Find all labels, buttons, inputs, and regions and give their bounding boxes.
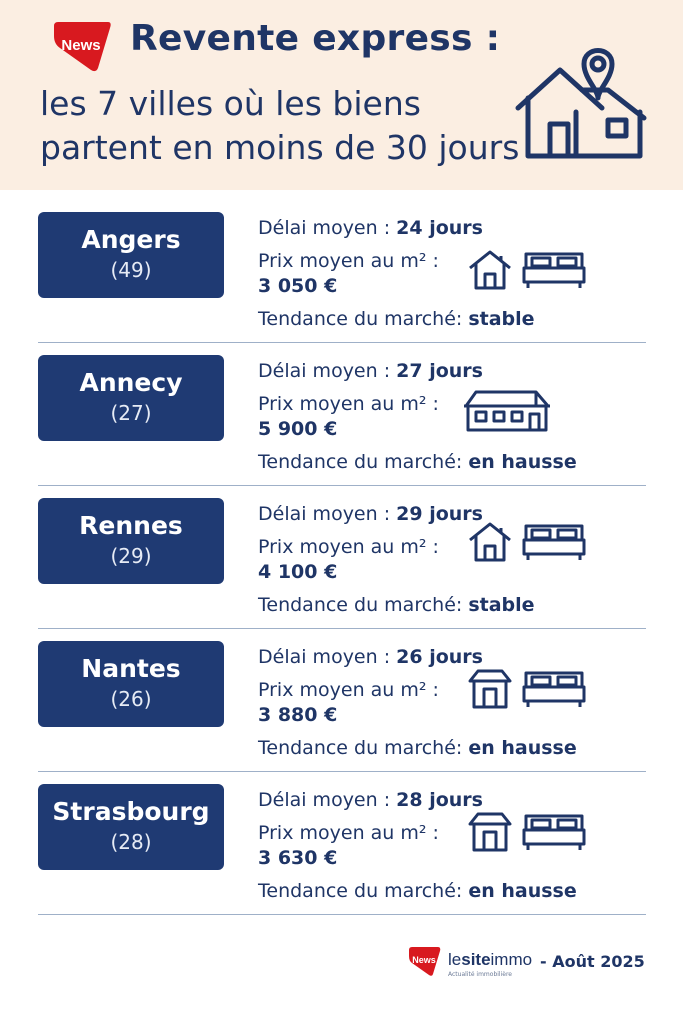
delay-value: 29 jours xyxy=(396,503,483,525)
city-name: Angers xyxy=(81,225,181,254)
delay-value: 27 jours xyxy=(396,360,483,382)
row-icons xyxy=(468,810,588,852)
row-icons xyxy=(468,248,588,290)
price-label: Prix moyen au m² : xyxy=(258,536,439,558)
price-value: 5 900 € xyxy=(258,418,338,440)
page-title: Revente express : xyxy=(130,18,501,59)
bed-icon xyxy=(524,526,584,560)
header-banner xyxy=(0,0,683,190)
trend-label: Tendance du marché: xyxy=(258,880,469,902)
building-icon xyxy=(470,671,510,707)
row-icons xyxy=(468,520,588,562)
price-label: Prix moyen au m² : xyxy=(258,250,439,272)
city-code: (49) xyxy=(110,258,152,282)
row-icons xyxy=(462,388,552,434)
building-icon xyxy=(470,814,510,850)
city-code: (26) xyxy=(110,687,152,711)
delay-label: Délai moyen : xyxy=(258,646,397,668)
news-badge-icon xyxy=(52,18,114,74)
brand-le: le xyxy=(448,950,462,969)
house-icon xyxy=(470,524,510,560)
city-card xyxy=(38,355,224,441)
delay-label: Délai moyen : xyxy=(258,360,397,382)
list-item-annecy xyxy=(0,333,683,476)
trend-value: en hausse xyxy=(468,737,577,759)
city-card xyxy=(38,498,224,584)
subtitle-line-2: partent en moins de 30 jours xyxy=(40,128,520,167)
news-badge-label: News xyxy=(61,37,101,54)
city-code: (28) xyxy=(110,830,152,854)
trend-label: Tendance du marché: xyxy=(258,308,469,330)
city-card xyxy=(38,641,224,727)
price-label: Prix moyen au m² : xyxy=(258,822,439,844)
city-card xyxy=(38,784,224,870)
list-item-angers xyxy=(0,190,683,333)
price-value: 3 630 € xyxy=(258,847,338,869)
city-code: (27) xyxy=(110,401,152,425)
list-item-rennes xyxy=(0,476,683,619)
bed-icon xyxy=(524,254,584,288)
delay-value: 26 jours xyxy=(396,646,483,668)
brand-immo: immo xyxy=(490,950,533,969)
trend-label: Tendance du marché: xyxy=(258,737,469,759)
price-value: 3 880 € xyxy=(258,704,338,726)
city-code: (29) xyxy=(110,544,152,568)
trend-value: stable xyxy=(468,308,535,330)
list-item-nantes xyxy=(0,619,683,762)
news-logo-icon xyxy=(408,944,442,978)
price-value: 3 050 € xyxy=(258,275,338,297)
footer xyxy=(408,944,658,980)
delay-label: Délai moyen : xyxy=(258,789,397,811)
delay-value: 28 jours xyxy=(396,789,483,811)
row-icons xyxy=(468,667,588,709)
trend-value: en hausse xyxy=(468,451,577,473)
delay-value: 24 jours xyxy=(396,217,483,239)
bed-icon xyxy=(524,816,584,850)
trend-value: stable xyxy=(468,594,535,616)
trend-label: Tendance du marché: xyxy=(258,594,469,616)
brand-name xyxy=(448,950,532,970)
bed-icon xyxy=(524,673,584,707)
trend-value: en hausse xyxy=(468,880,577,902)
delay-label: Délai moyen : xyxy=(258,217,397,239)
list-item-strasbourg xyxy=(0,762,683,905)
row-divider xyxy=(38,914,646,915)
publication-date: - Août 2025 xyxy=(540,952,645,971)
house-icon xyxy=(470,252,510,288)
price-label: Prix moyen au m² : xyxy=(258,679,439,701)
city-name: Strasbourg xyxy=(52,797,210,826)
brand-tagline: Actualité immobilière xyxy=(448,971,512,978)
footer-badge-label: News xyxy=(412,955,436,965)
delay-label: Délai moyen : xyxy=(258,503,397,525)
brand-site: site xyxy=(461,950,491,969)
long-house-icon xyxy=(464,392,550,430)
price-value: 4 100 € xyxy=(258,561,338,583)
trend-label: Tendance du marché: xyxy=(258,451,469,473)
city-name: Annecy xyxy=(79,368,183,397)
city-card xyxy=(38,212,224,298)
house-with-location-pin-icon xyxy=(512,28,650,160)
city-name: Rennes xyxy=(79,511,183,540)
city-name: Nantes xyxy=(81,654,181,683)
subtitle-line-1: les 7 villes où les biens xyxy=(40,84,421,123)
price-label: Prix moyen au m² : xyxy=(258,393,439,415)
